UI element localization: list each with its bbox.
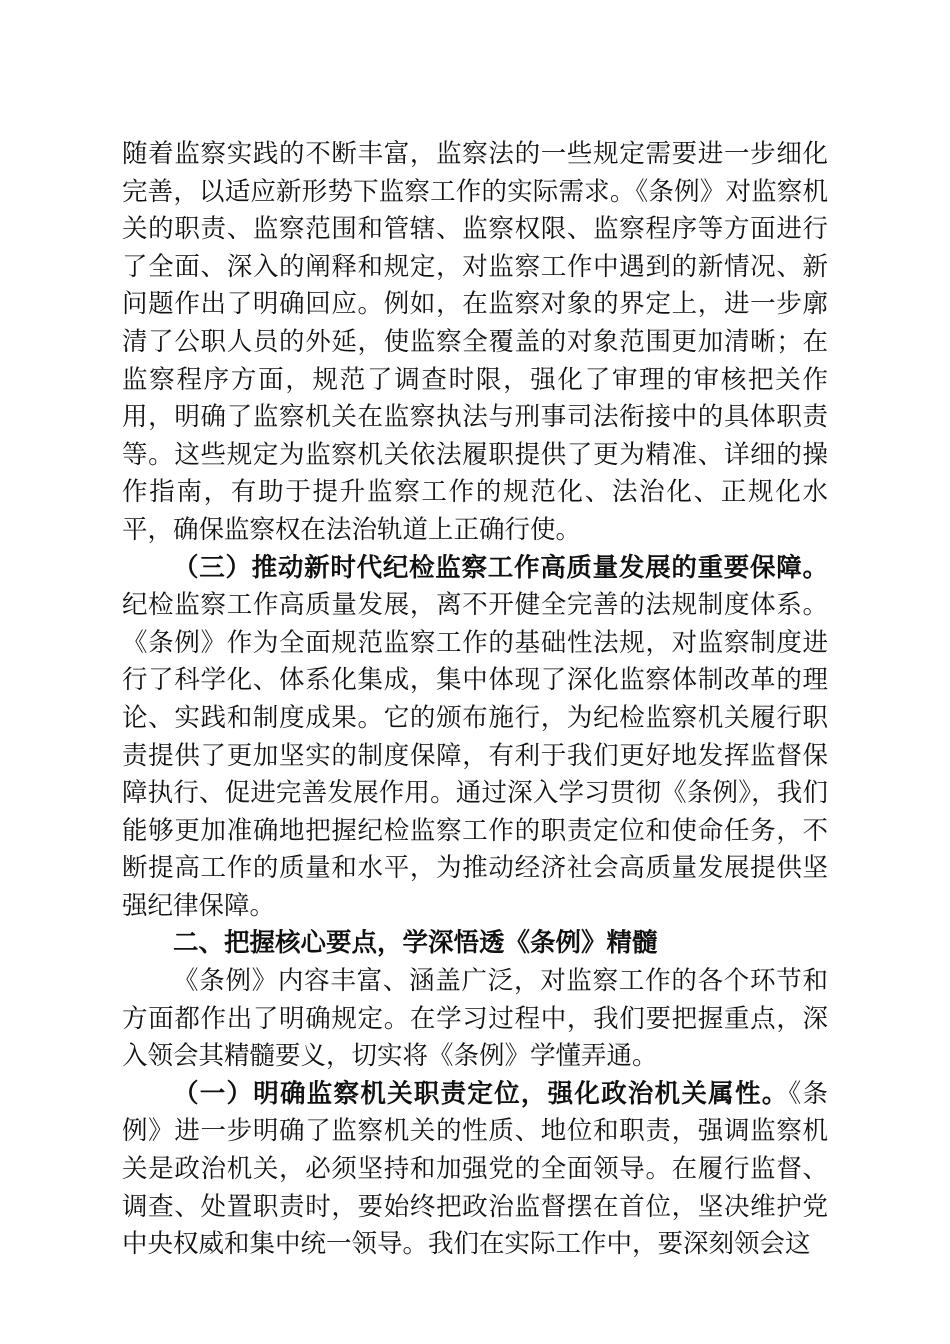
paragraph-text: 随着监察实践的不断丰富，监察法的一些规定需要进一步细化完善，以适应新形势下监察工作的实际需求。《条例》对监察机关的职责、监察范围和管辖、监察权限、监察程序等方面进行了全面、深入的阐释和规定，对监察工作中遇到的新情况、新问题作出了明确回应。例如，在监察对象的界定上，进一步廓清了公职人员的外延，使监察全覆盖的对象范围更加清晰；在监察程序方面，规范了调查时限，强化了审理的审核把关作用，明确了监察机关在监察执法与刑事司法衔接中的具体职责等。这些规定为监察机关依法履职提供了更为精准、详细的操作指南，有助于提升监察工作的规范化、法治化、正规化水平，确保监察权在法治轨道上正确行使。 — [122, 139, 828, 545]
paragraph-text: 纪检监察工作高质量发展，离不开健全完善的法规制度体系。《条例》作为全面规范监察工作的基础性法规，对监察制度进行了科学化、体系化集成，集中体现了深化监察体制改革的理论、实践和制度成果。它的颁布施行，为纪检监察机关履行职责提供了更加坚实的制度保障，有利于我们更好地发挥监督保障执行、促进完善发展作用。通过深入学习贯彻《条例》，我们能够更加准确地把握纪检监察工作的职责定位和使命任务，不断提高工作的质量和水平，为推动经济社会高质量发展提供坚强纪律保障。 — [122, 590, 828, 921]
section-heading: 二、把握核心要点，学深悟透《条例》精髓 — [173, 928, 658, 959]
document-body — [122, 136, 828, 1264]
paragraph-text: 《条例》内容丰富、涵盖广泛，对监察工作的各个环节和方面都作出了明确规定。在学习过程中，我们要把握重点，深入领会其精髓要义，切实将《条例》学懂弄通。 — [122, 966, 828, 1072]
section-intro-paragraph — [122, 963, 828, 1076]
paragraph-monitoring-practice — [122, 136, 828, 550]
paragraph-text: 《条例》进一步明确了监察机关的性质、地位和职责，强调监察机关是政治机关，必须坚持和加强党的全面领导。在履行监督、调查、处置职责时，要始终把政治监督摆在首位，坚决维护党中央权威和集中统一领导。我们在实际工作中，要深刻领会这 — [122, 1078, 828, 1260]
paragraph-lead-heading: （三）推动新时代纪检监察工作高质量发展的重要保障。 — [173, 552, 828, 583]
paragraph-lead-heading: （一）明确监察机关职责定位，强化政治机关属性。 — [173, 1078, 789, 1109]
paragraph-supervision-duties — [122, 1076, 828, 1264]
paragraph-high-quality-guarantee — [122, 550, 828, 926]
